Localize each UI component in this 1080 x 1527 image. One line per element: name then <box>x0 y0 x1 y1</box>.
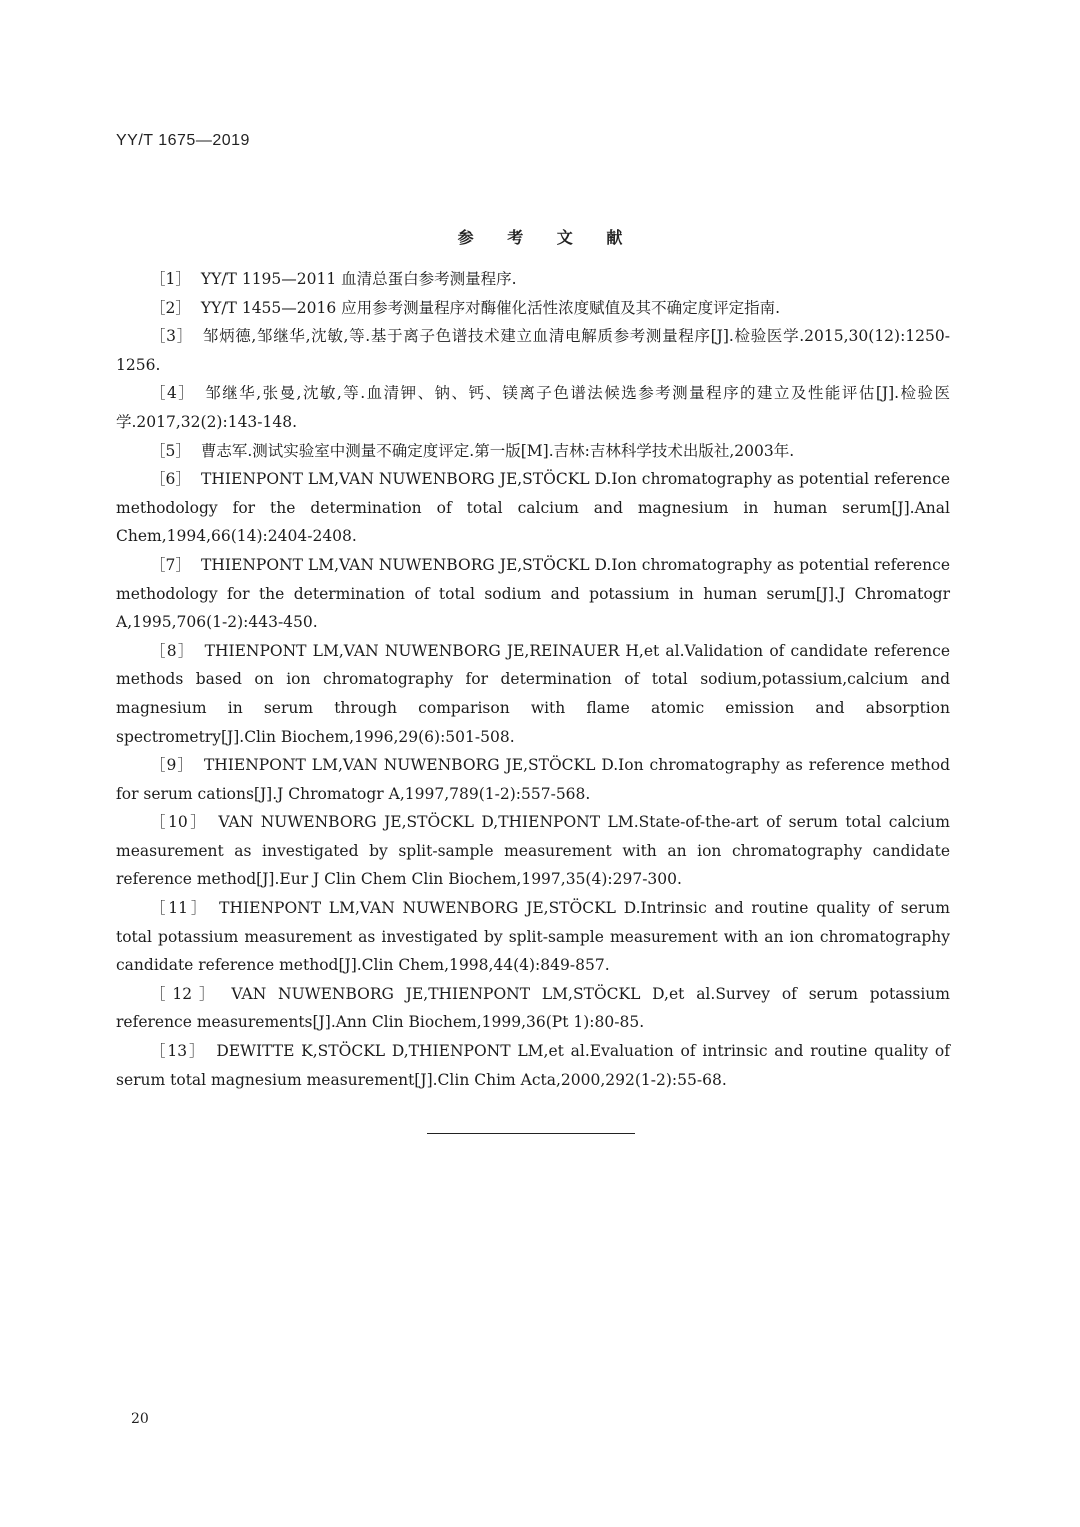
reference-item-9 <box>116 751 950 808</box>
reference-text: 邹炳德,邹继华,沈敏,等.基于离子色谱技术建立血清电解质参考测量程序[J].检验医学.2015,30(12):1250-1256. <box>116 327 950 374</box>
reference-list <box>116 265 950 1094</box>
reference-number: ［8］ <box>150 641 195 660</box>
reference-item-4 <box>116 379 950 436</box>
reference-text: DEWITTE K,STÖCKL D,THIENPONT LM,et al.Evaluation of intrinsic and routine quality of serum total magnesium measurement[J].Clin Chim Acta,2000,292(1-2):55-68. <box>116 1042 950 1089</box>
reference-item-1 <box>116 265 950 294</box>
section-title: 参 考 文 献 <box>457 228 637 247</box>
reference-item-10 <box>116 808 950 894</box>
reference-item-3 <box>116 322 950 379</box>
reference-number: ［7］ <box>150 555 192 574</box>
reference-item-12 <box>116 980 950 1037</box>
reference-item-13 <box>116 1037 950 1094</box>
reference-number: ［9］ <box>150 756 194 775</box>
reference-number: ［10］ <box>150 813 209 832</box>
reference-item-2 <box>116 294 950 323</box>
reference-text: 邹继华,张曼,沈敏,等.血清钾、钠、钙、镁离子色谱法候选参考测量程序的建立及性能评估[J].检验医学.2017,32(2):143-148. <box>116 384 950 431</box>
reference-number: ［13］ <box>150 1042 207 1061</box>
end-divider <box>427 1133 635 1134</box>
reference-item-8 <box>116 637 950 751</box>
reference-number: ［12］ <box>150 984 222 1003</box>
reference-item-7 <box>116 551 950 637</box>
reference-number: ［4］ <box>150 384 196 403</box>
reference-item-11 <box>116 894 950 980</box>
reference-text: YY/T 1455—2016 应用参考测量程序对酶催化活性浓度赋值及其不确定度评定指南. <box>200 298 781 317</box>
reference-text: THIENPONT LM,VAN NUWENBORG JE,STÖCKL D.Ion chromatography as potential reference methodology for the determination of total calcium and magnesium in human serum[J].Anal Chem,1994,66(14):2404-2408. <box>116 470 950 546</box>
reference-number: ［1］ <box>150 270 191 288</box>
reference-text: 曹志军.测试实验室中测量不确定度评定.第一版[M].吉林:吉林科学技术出版社,2003年. <box>200 441 795 460</box>
reference-number: ［3］ <box>150 327 193 346</box>
reference-number: ［11］ <box>150 899 210 918</box>
reference-text: VAN NUWENBORG JE,THIENPONT LM,STÖCKL D,et al.Survey of serum potassium reference measurements[J].Ann Clin Biochem,1999,36(Pt 1):80-85. <box>116 984 950 1032</box>
reference-item-5 <box>116 437 950 466</box>
reference-text: THIENPONT LM,VAN NUWENBORG JE,REINAUER H,et al.Validation of candidate reference methods based on ion chromatography for determination of total sodium,potassium,calcium and magnesium in serum through comparison with flame atomic emission and absorption spectrometry[J].Clin Biochem,1996,29(6):501-508. <box>116 641 950 746</box>
reference-item-6 <box>116 465 950 551</box>
page-number: 20 <box>131 1411 149 1427</box>
reference-number: ［5］ <box>150 441 191 460</box>
reference-text: VAN NUWENBORG JE,STÖCKL D,THIENPONT LM.State-of-the-art of serum total calcium measurement as investigated by split-sample measurement with an ion chromatography candidate reference method[J].Eur J Clin Chem Clin Biochem,1997,35(4):297-300. <box>116 813 950 889</box>
reference-text: THIENPONT LM,VAN NUWENBORG JE,STÖCKL D.Ion chromatography as potential reference methodology for the determination of total sodium and potassium in human serum[J].J Chromatogr A,1995,706(1-2):443-450. <box>116 555 950 632</box>
standard-code: YY/T 1675—2019 <box>116 132 250 149</box>
reference-text: YY/T 1195—2011 血清总蛋白参考测量程序. <box>200 270 517 288</box>
reference-text: THIENPONT LM,VAN NUWENBORG JE,STÖCKL D.Ion chromatography as reference method for serum cations[J].J Chromatogr A,1997,789(1-2):557-568. <box>116 756 950 803</box>
reference-number: ［6］ <box>150 470 192 489</box>
reference-text: THIENPONT LM,VAN NUWENBORG JE,STÖCKL D.Intrinsic and routine quality of serum total potassium measurement as investigated by split-sample measurement with an ion chromatography candidate reference method[J].Clin Chem,1998,44(4):849-857. <box>116 899 950 975</box>
reference-number: ［2］ <box>150 298 191 317</box>
